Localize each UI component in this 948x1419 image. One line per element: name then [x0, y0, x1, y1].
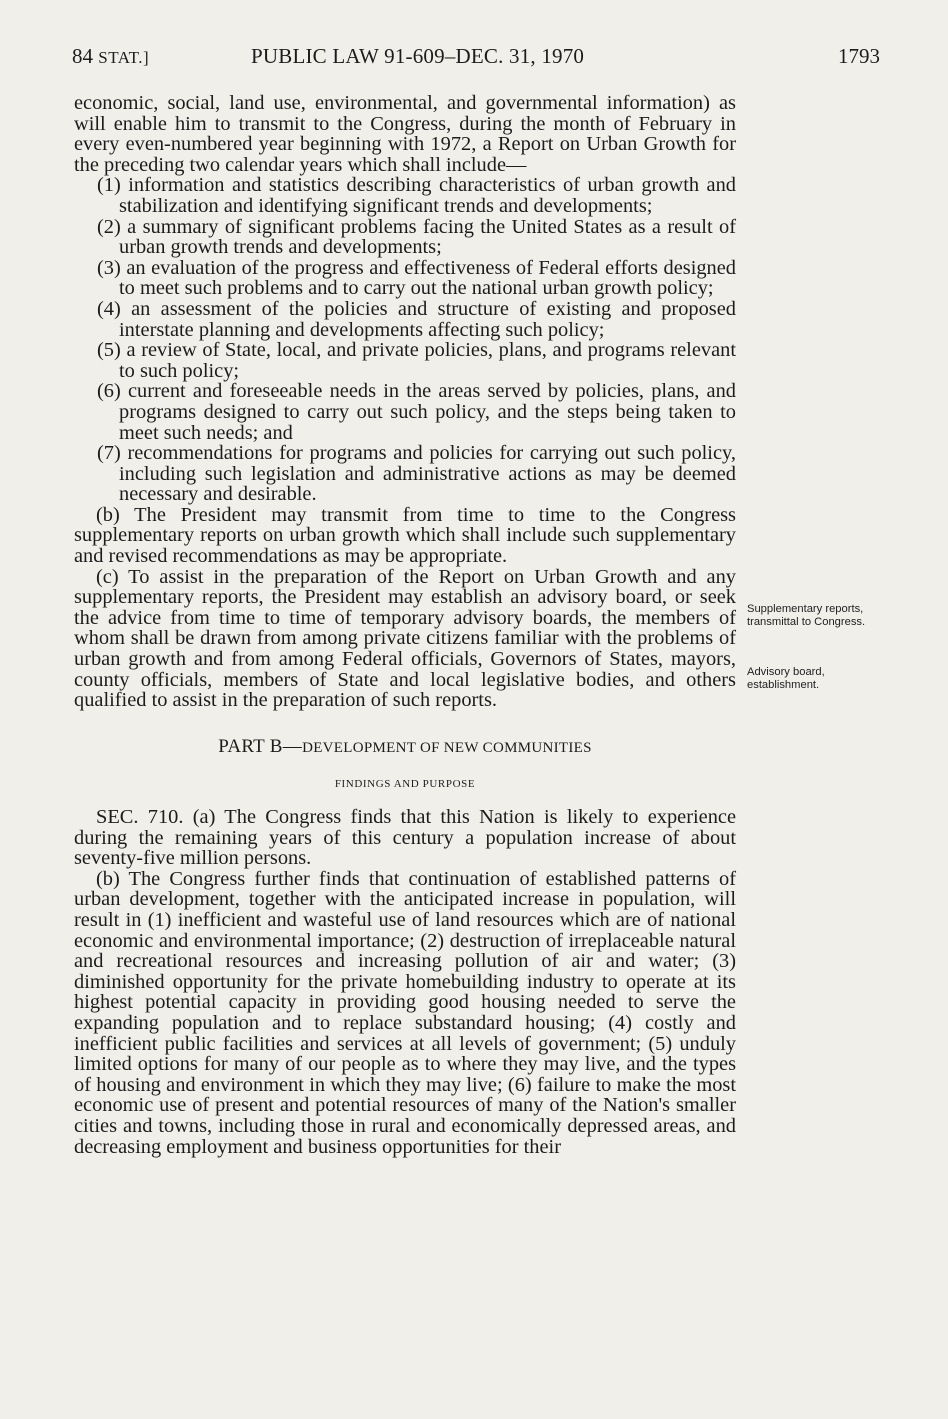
- list-item: (3) an evaluation of the progress and effectiveness of Federal efforts designed to meet such problems and to carry out the national urban growth policy;: [97, 256, 736, 300]
- part-heading: [74, 737, 736, 759]
- volume-number: 84: [72, 44, 93, 68]
- part-heading-prefix: PART B—: [218, 735, 303, 757]
- margin-note-supplementary: Supplementary reports, transmittal to Congress.: [747, 603, 866, 628]
- paragraph-b: (b) The President may transmit from time to time to the Congress supplementary reports on urban growth which shall include such supplementary and revised recommendations as may be appropriate.: [74, 503, 736, 568]
- volume-label: STAT.]: [98, 48, 150, 67]
- part-heading-title: DEVELOPMENT OF NEW COMMUNITIES: [302, 739, 592, 756]
- margin-note-advisory: Advisory board, establishment.: [747, 666, 825, 691]
- list-item: (5) a review of State, local, and private policies, plans, and programs relevant to such policy;: [97, 339, 736, 382]
- list-item: (2) a summary of significant problems facing the United States as a result of urban growth trends and developments;: [97, 215, 736, 259]
- opening-paragraph: economic, social, land use, environmental, and governmental information) as will enable him to transmit to the Congress, during the month of February in every even-numbered year beginning with 1972, a Report on Urban Growth for the preceding two calendar years which shall include—: [74, 92, 736, 176]
- page-header: [60, 44, 890, 80]
- page-number: 1793: [838, 44, 880, 68]
- list-item: (7) recommendations for programs and policies for carrying out such policy, including such legislation and administrative actions as may be deemed necessary and desirable.: [97, 442, 736, 506]
- list-item: (4) an assessment of the policies and structure of existing and proposed interstate planning and developments affecting such policy;: [97, 297, 736, 341]
- paragraph-c: (c) To assist in the preparation of the Report on Urban Growth and any supplementary reports, the President may establish an advisory board, or seek the advice from time to time of temporary advisory boards, the members of whom shall be drawn from among private citizens familiar with the problems of urban growth and from among Federal officials, Governors of States, mayors, county officials, members of State and local legislative bodies, and others qualified to assist in the preparation of such reports.: [74, 565, 736, 712]
- volume-citation: [72, 44, 149, 69]
- list-item: (1) information and statistics describing characteristics of urban growth and stabilization and identifying significant trends and developments;: [97, 174, 736, 217]
- section-710-a: SEC. 710. (a) The Congress finds that this Nation is likely to experience during the remaining years of this century a population increase of about seventy-five million persons.: [74, 806, 736, 870]
- running-title: PUBLIC LAW 91-609–DEC. 31, 1970: [251, 44, 585, 68]
- statute-text: [74, 93, 736, 1157]
- section-subheading: FINDINGS AND PURPOSE: [334, 778, 476, 791]
- list-item: (6) current and foreseeable needs in the areas served by policies, plans, and programs designed to carry out such policy, and the steps being taken to meet such needs; and: [97, 380, 736, 444]
- section-710-b: (b) The Congress further finds that continuation of established patterns of urban development, together with the anticipated increase in population, will result in (1) inefficient and wasteful use of land resources which are of national economic and environmental importance; (2) destruction of irreplaceable natural and recreational resources and increasing pollution of air and water; (3) diminished opportunity for the private homebuilding industry to operate at its highest potential capacity in providing good housing needed to serve the expanding population and to replace substandard housing; (4) costly and inefficient public facilities and services at all levels of government; (5) unduly limited options for many of our people as to where they may live, and the types of housing and environment in which they may live; (6) failure to make the most economic use of present and potential resources of many of the Nation's smaller cities and towns, including those in rural and economically depressed areas, and decreasing employment and business opportunities for their: [74, 867, 736, 1158]
